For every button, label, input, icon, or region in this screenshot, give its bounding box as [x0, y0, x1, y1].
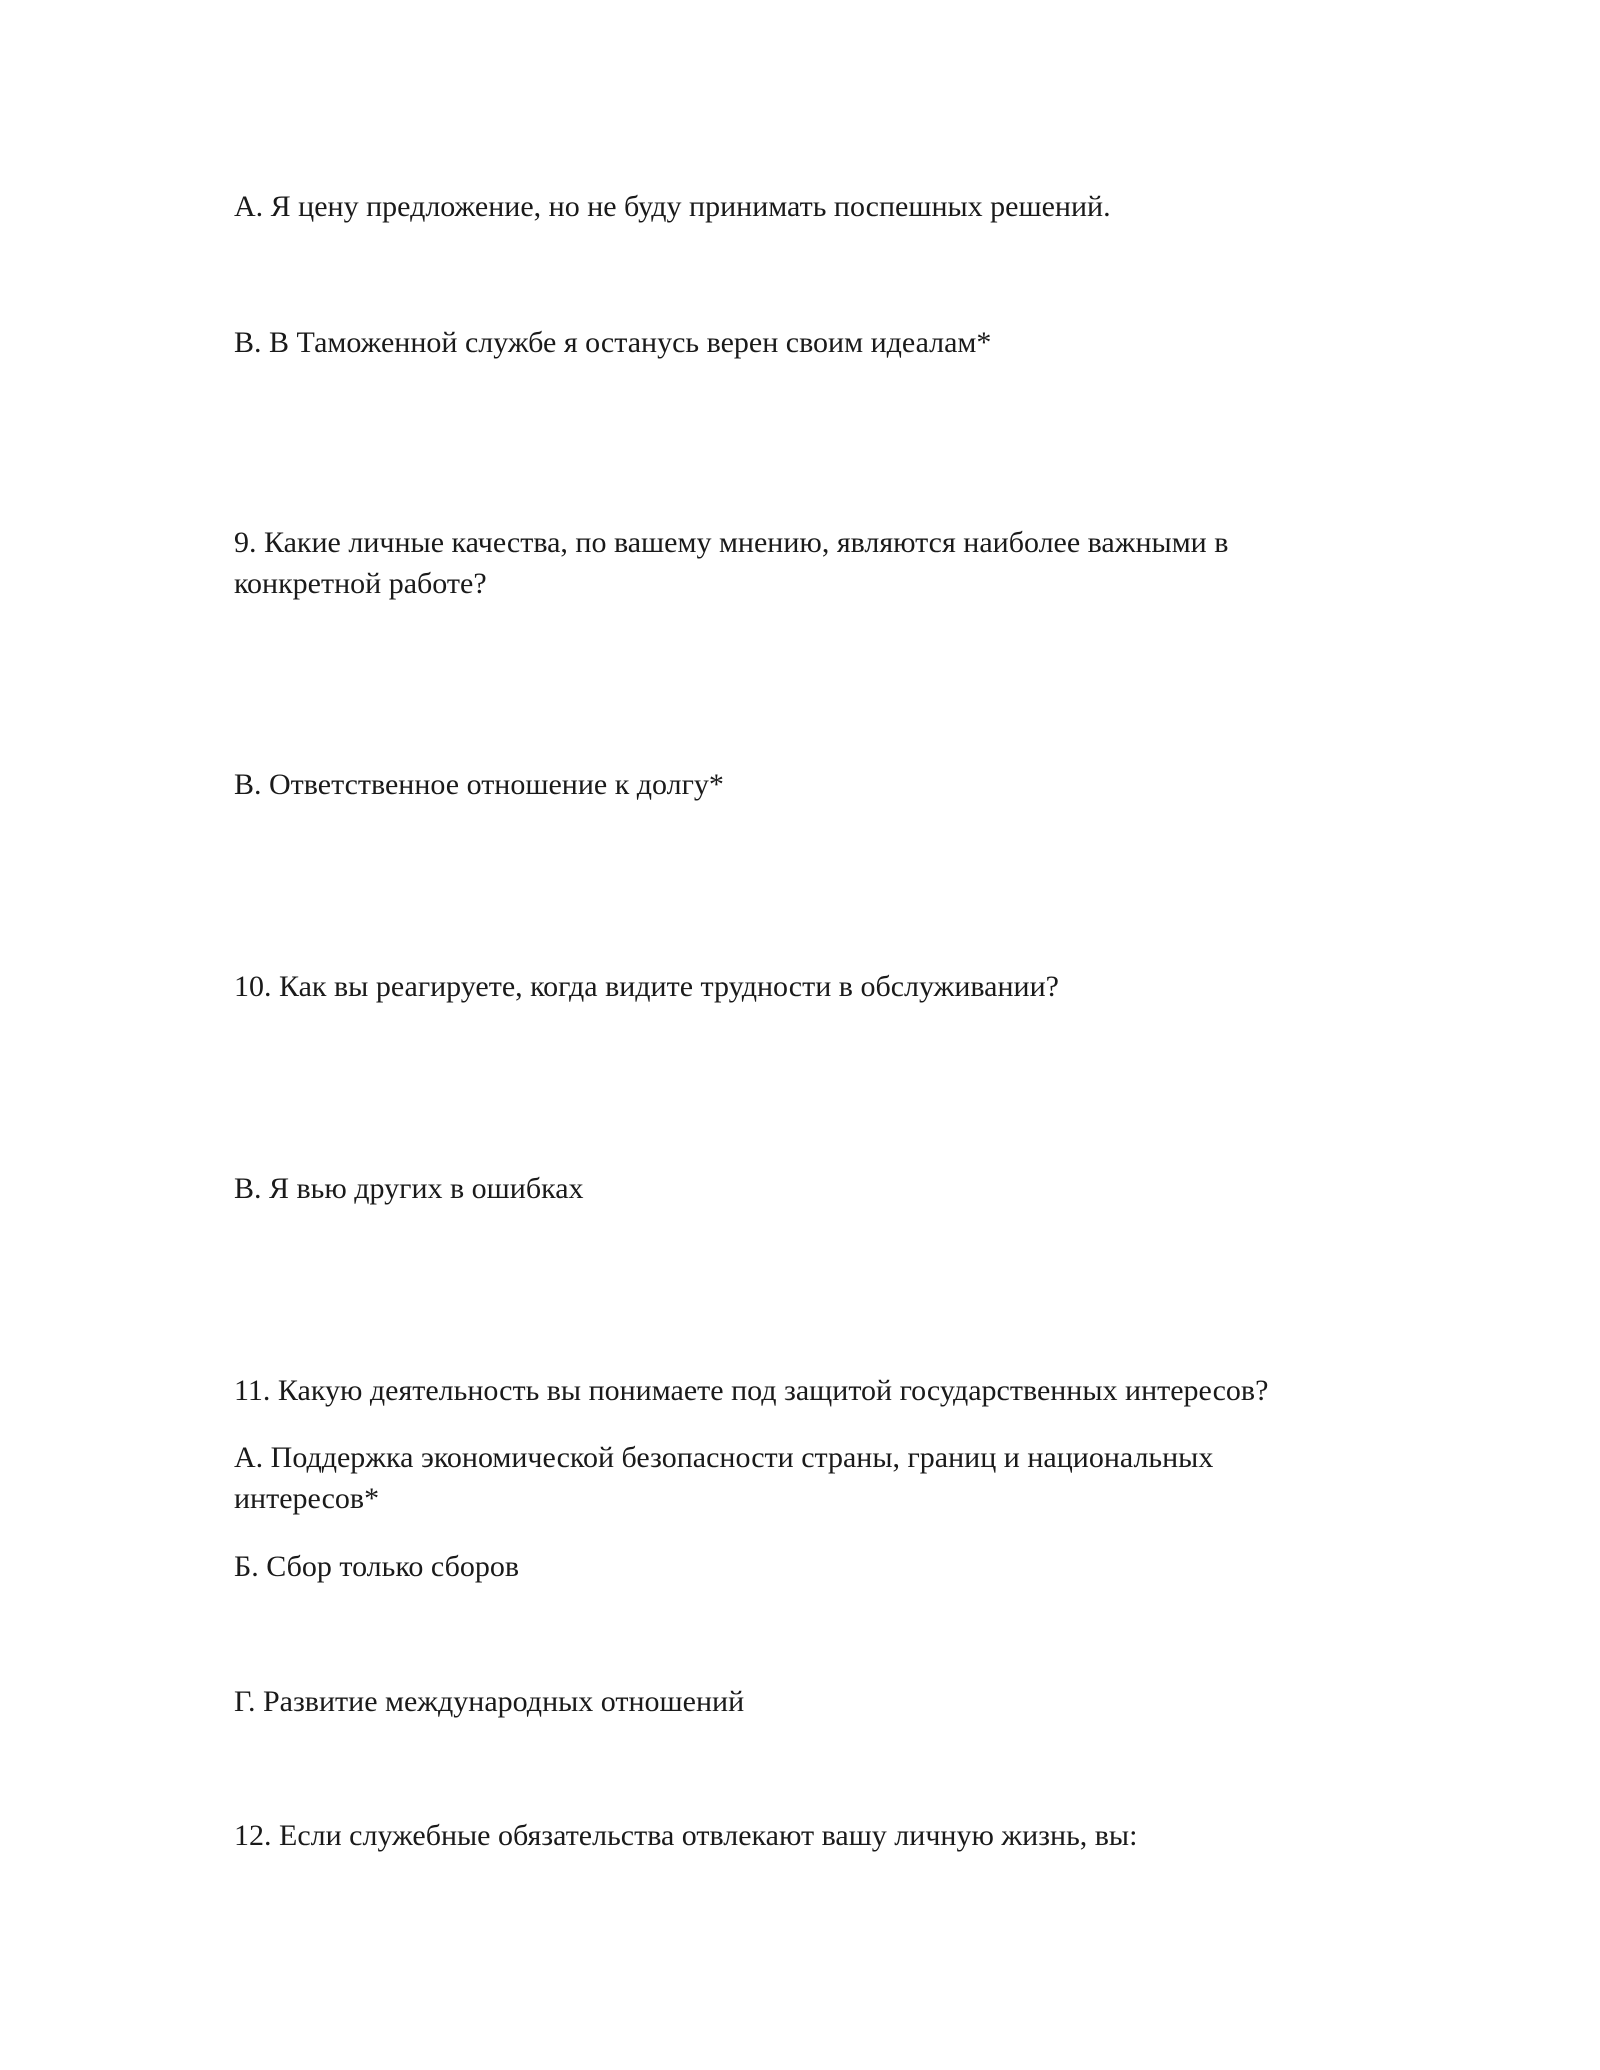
answer-option-a: А. Поддержка экономической безопасности страны, границ и национальных интересов*: [234, 1441, 1214, 1515]
question-12: 12. Если служебные обязательства отвлекают вашу личную жизнь, вы:: [234, 1819, 1138, 1852]
question-11: 11. Какую деятельность вы понимаете под защитой государственных интересов?: [234, 1374, 1269, 1407]
answer-option-v: В. Я вью других в ошибках: [234, 1172, 584, 1205]
answer-option-g: Г. Развитие международных отношений: [234, 1685, 745, 1718]
question-10: 10. Как вы реагируете, когда видите трудности в обслуживании?: [234, 970, 1059, 1003]
answer-option-b: Б. Сбор только сборов: [234, 1550, 519, 1583]
answer-option-v: В. Ответственное отношение к долгу*: [234, 768, 724, 801]
answer-option-v: В. В Таможенной службе я останусь верен своим идеалам*: [234, 326, 992, 359]
question-9: 9. Какие личные качества, по вашему мнению, являются наиболее важными в конкретной работе?: [234, 526, 1229, 600]
answer-option-a: А. Я цену предложение, но не буду принимать поспешных решений.: [234, 190, 1111, 223]
